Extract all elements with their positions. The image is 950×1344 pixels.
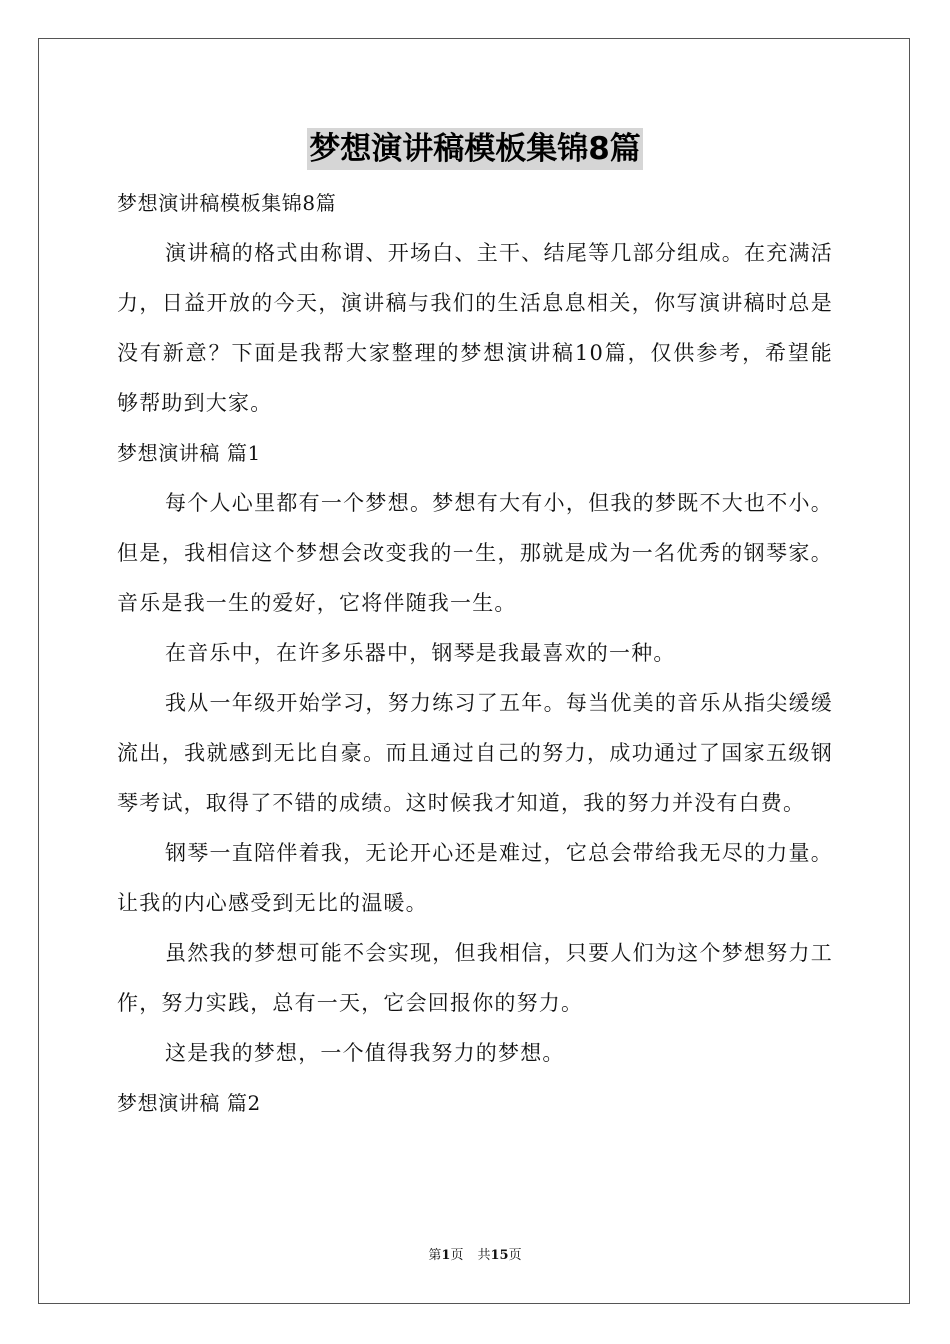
section-heading-1: 梦想演讲稿 篇1: [117, 441, 261, 465]
intro-paragraph: 演讲稿的格式由称谓、开场白、主干、结尾等几部分组成。在充满活力，日益开放的今天，演讲稿与我们的生活息息相关，你写演讲稿时总是没有新意？下面是我帮大家整理的梦想演讲稿10篇，仅供参考，希望能够帮助到大家。: [117, 241, 833, 415]
footer-page-prefix: 第: [428, 1248, 442, 1263]
subtitle-heading: 梦想演讲稿模板集锦8篇: [117, 191, 337, 215]
document-body: [117, 178, 833, 1128]
document-title: 梦想演讲稿模板集锦8篇: [307, 128, 643, 170]
footer-total-prefix: 共: [477, 1248, 491, 1263]
body-paragraph: 虽然我的梦想可能不会实现，但我相信，只要人们为这个梦想努力工作，努力实践，总有一天，它会回报你的努力。: [117, 941, 833, 1015]
footer-total-pages: 15: [490, 1248, 509, 1263]
footer-total-suffix: 页: [508, 1248, 522, 1263]
footer-page-number: 1: [441, 1248, 451, 1263]
title-container: [0, 128, 950, 170]
body-paragraph: 每个人心里都有一个梦想。梦想有大有小，但我的梦既不大也不小。但是，我相信这个梦想会改变我的一生，那就是成为一名优秀的钢琴家。音乐是我一生的爱好，它将伴随我一生。: [117, 491, 833, 615]
body-paragraph: 在音乐中，在许多乐器中，钢琴是我最喜欢的一种。: [165, 641, 676, 665]
body-paragraph: 这是我的梦想，一个值得我努力的梦想。: [165, 1041, 565, 1065]
section-heading-2: 梦想演讲稿 篇2: [117, 1091, 261, 1115]
page-footer: [0, 1246, 950, 1266]
footer-page-suffix: 页: [450, 1248, 464, 1263]
body-paragraph: 钢琴一直陪伴着我，无论开心还是难过，它总会带给我无尽的力量。让我的内心感受到无比的温暖。: [117, 841, 833, 915]
body-paragraph: 我从一年级开始学习，努力练习了五年。每当优美的音乐从指尖缓缓流出，我就感到无比自豪。而且通过自己的努力，成功通过了国家五级钢琴考试，取得了不错的成绩。这时候我才知道，我的努力并没有白费。: [117, 691, 833, 815]
